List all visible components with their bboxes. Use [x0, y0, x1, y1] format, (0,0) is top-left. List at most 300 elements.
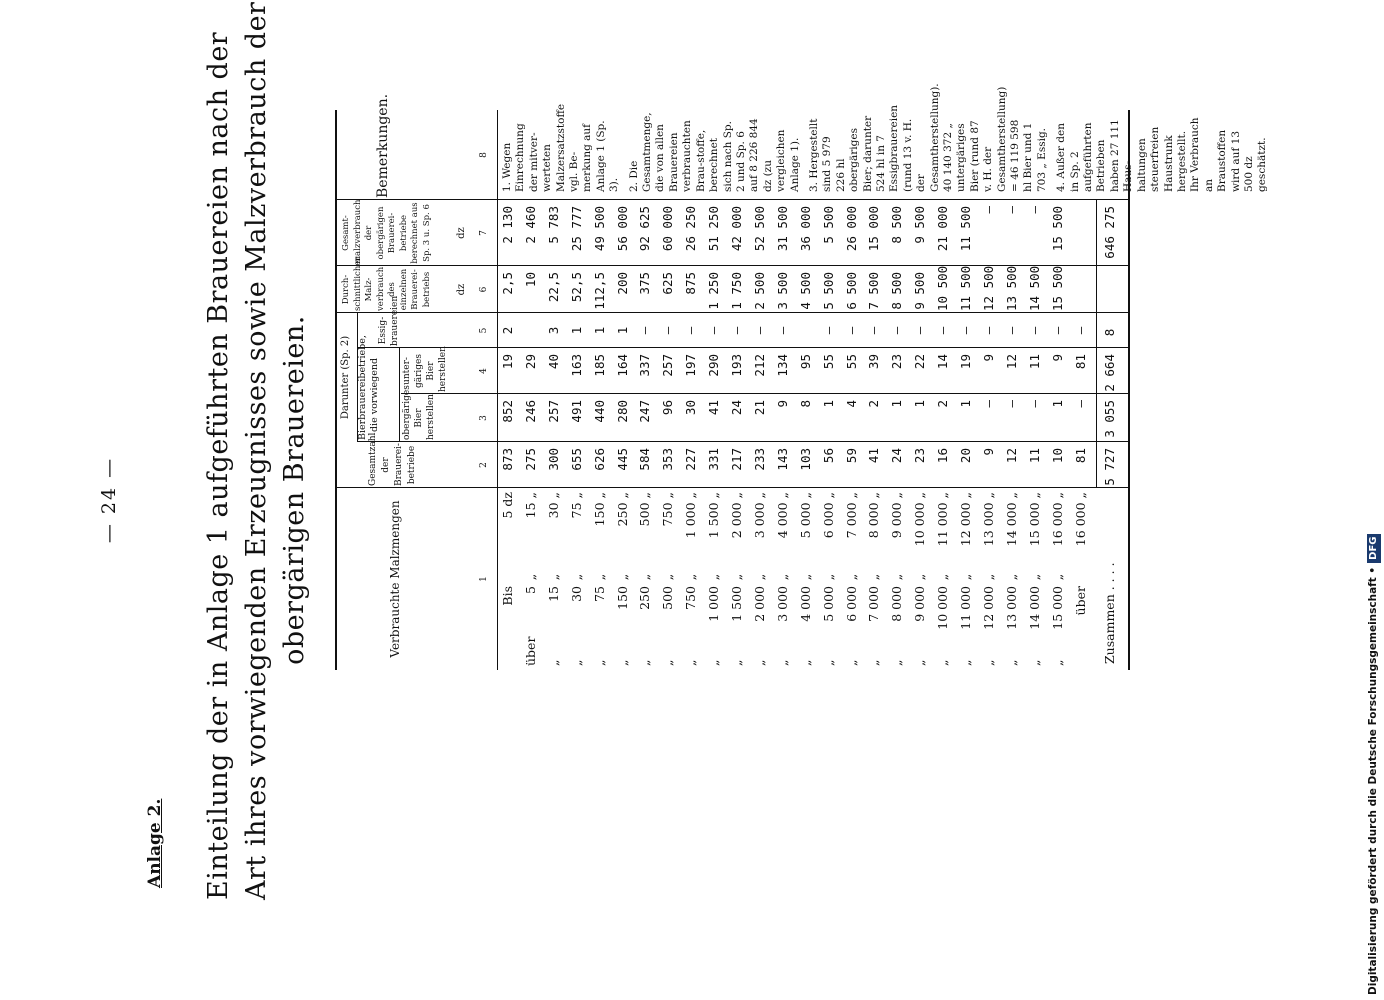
cell-c5: 1 — [568, 326, 584, 335]
row-range-c: 5 dz — [500, 492, 515, 519]
row-range-c: 750 „ — [660, 492, 676, 527]
row-range-a: 15 000 — [1049, 586, 1065, 630]
cell-c3: 280 — [614, 400, 630, 423]
row-range-c: 7 000 „ — [843, 492, 859, 539]
table-row — [932, 110, 955, 670]
title-line-2: Art ihres vorwiegenden Erzeugnisses sowie Malzverbrauch der — [241, 1, 272, 900]
total-obergaerig: 3 055 — [1102, 400, 1118, 438]
cell-c4: 290 — [706, 354, 722, 377]
cell-c7: — — [1026, 206, 1042, 214]
row-range-a: 1 000 — [706, 586, 722, 622]
cell-c5: — — [843, 326, 859, 335]
remark-4: 4. Außer den in Sp. 2 aufgeführten Betrieben haben 27 111 Haus-haltungen steuerfreien Haustrunk hergestellt. Ihr Verbrauch an Braustoffen wird auf 13 500 dz geschätzt. — [1055, 117, 1269, 192]
row-range-pre: „ — [912, 659, 928, 666]
cell-c3: 491 — [568, 400, 584, 423]
cell-c5: — — [774, 326, 790, 335]
header-obergaerig: obergäriges Bier herstellen — [402, 385, 436, 440]
cell-c2: 143 — [774, 448, 790, 471]
row-range-a: Bis — [500, 586, 515, 606]
table-row — [520, 110, 543, 670]
row-range-c: 8 000 „ — [866, 492, 882, 539]
cell-c4: 55 — [820, 354, 836, 370]
cell-c5: 3 — [545, 326, 561, 335]
cell-c2: 56 — [820, 448, 836, 464]
row-range — [795, 492, 818, 666]
cell-c5: — — [1003, 326, 1019, 335]
row-range-b: „ — [614, 573, 630, 581]
row-range — [978, 492, 1001, 666]
row-range-b: „ — [935, 573, 951, 581]
cell-c4: 134 — [774, 354, 790, 377]
cell-c6: 5 500 — [820, 272, 836, 310]
row-range-pre: „ — [774, 659, 790, 666]
cell-c2: 275 — [522, 448, 538, 471]
table-horizontal-rule — [1096, 200, 1097, 488]
cell-c6: 1 250 — [706, 272, 722, 310]
cell-c2: 10 — [1049, 448, 1065, 464]
header-gesamtzahl: Gesamtzahl der Brauerei-betriebe — [368, 432, 417, 486]
cell-c2: 16 — [935, 448, 951, 464]
row-range — [841, 492, 864, 666]
table-row — [657, 110, 680, 670]
cell-c4: 19 — [500, 354, 515, 370]
cell-c6 — [1070, 272, 1093, 311]
cell-c6: 11 500 — [958, 265, 973, 311]
row-range-c: 150 „ — [591, 492, 607, 527]
column-number-5: 5 — [479, 327, 489, 334]
column-number-4: 4 — [479, 368, 489, 374]
cell-c7: 49 500 — [591, 206, 607, 252]
cell-c7: 31 500 — [774, 206, 790, 252]
dfg-note-text: Digitalisierung gefördert durch die Deutsche Forschungsgemeinschaft • — [1367, 566, 1379, 995]
table-vertical-rule — [337, 487, 1128, 488]
cell-c4: 163 — [568, 354, 584, 377]
row-range-pre: „ — [889, 659, 905, 666]
cell-c7: 51 250 — [706, 206, 722, 252]
row-range-a: 75 — [591, 586, 607, 602]
cell-c6: 375 — [637, 272, 653, 295]
total-gesamtzahl: 5 727 — [1102, 448, 1118, 486]
table-row — [634, 110, 657, 670]
row-range-pre: „ — [614, 659, 630, 666]
row-range-a: 2 000 — [751, 586, 767, 622]
row-range — [657, 492, 680, 666]
row-range-a: 8 000 — [889, 586, 905, 622]
cell-c3: — — [980, 400, 996, 408]
cell-c6: 6 500 — [843, 272, 859, 310]
cell-c4: 22 — [912, 354, 928, 370]
title-line-3: obergärigen Brauereien. — [279, 315, 310, 665]
cell-c7: 2 460 — [522, 206, 538, 244]
row-range — [932, 492, 955, 666]
column-number-7: 7 — [479, 230, 489, 236]
row-range-b: „ — [774, 573, 790, 581]
cell-c7: 26 250 — [683, 206, 699, 252]
row-range-a: 10 000 — [935, 586, 951, 630]
row-range-b: „ — [912, 573, 928, 581]
header-essigbrauereien: Essig-brauereien — [378, 295, 400, 346]
title-line-1: Einteilung der in Anlage 1 aufgeführten Brauereien nach der — [203, 31, 234, 900]
table-vertical-rule — [337, 199, 1128, 200]
row-range-c: 500 „ — [637, 492, 653, 527]
cell-c2: 23 — [912, 448, 928, 464]
table-vertical-rule — [357, 347, 1128, 348]
row-range-a: 13 000 — [1003, 586, 1019, 630]
cell-c3: 440 — [591, 400, 607, 423]
remark-3: 3. Hergestellt sind 5 979 226 hl obergäriges Bier; darunter 524 hl in 7 Essigbrauereien (rund 13 v. H. der Gesamtherstellung). 40 140 372 „ untergäriges Bier (rund 87 v. H. der Gesamtherstellung) = 46 119 598 hl Bier und 1 703 „ Essig. — [807, 83, 1048, 192]
cell-c3: 2 — [866, 400, 882, 408]
table-row — [1001, 110, 1024, 670]
cell-c7: 36 000 — [797, 206, 813, 252]
cell-c5: — — [1049, 326, 1065, 335]
cell-c3: 24 — [729, 400, 744, 416]
cell-c6: 52,5 — [568, 272, 584, 303]
cell-c3: 247 — [637, 400, 653, 423]
cell-c6: 1 750 — [729, 272, 744, 310]
row-range-c: 3 000 „ — [751, 492, 767, 539]
table-row — [841, 110, 864, 670]
row-range-c: 16 000 „ — [1072, 492, 1088, 547]
row-range-c: 5 000 „ — [797, 492, 813, 539]
cell-c6: 3 500 — [774, 272, 790, 310]
cell-c5 — [520, 315, 543, 346]
row-range-a: 3 000 — [774, 586, 790, 622]
row-range — [703, 492, 726, 666]
cell-c5: — — [683, 326, 699, 335]
column-number-1: 1 — [479, 576, 489, 582]
row-range-c: 1 500 „ — [706, 492, 722, 539]
row-range-pre: „ — [843, 659, 859, 666]
row-range-pre: „ — [958, 659, 973, 666]
row-range-b: „ — [591, 573, 607, 581]
row-range-c: 6 000 „ — [820, 492, 836, 539]
cell-c5: — — [935, 326, 951, 335]
cell-c2: 24 — [889, 448, 905, 464]
dfg-sidebar — [1362, 5, 1384, 995]
header-gesamtmalz: Gesamt-malzverbrauch der obergärigen Brauerei-betriebe berechnet aus Sp. 3 u. Sp. 6 — [341, 199, 432, 264]
row-range-a: über — [1072, 586, 1088, 616]
cell-c3: 246 — [522, 400, 538, 423]
row-range-b: „ — [866, 573, 882, 581]
cell-c7: 56 000 — [614, 206, 630, 252]
row-range-a: 1 500 — [729, 586, 744, 622]
table-row — [543, 110, 566, 670]
row-range-pre: „ — [729, 659, 744, 666]
cell-c5: — — [820, 326, 836, 335]
row-range-b: „ — [637, 573, 653, 581]
table-row — [749, 110, 772, 670]
row-range-a: 5 — [522, 586, 538, 594]
cell-c5: — — [889, 326, 905, 335]
row-range-pre: „ — [660, 659, 676, 666]
cell-c4: 39 — [866, 354, 882, 370]
row-range-pre: „ — [637, 659, 653, 666]
cell-c5: — — [980, 326, 996, 335]
row-range-b: „ — [797, 573, 813, 581]
cell-c7: 9 500 — [912, 206, 928, 244]
header-darunter: Darunter (Sp. 2) — [340, 335, 351, 420]
row-range-a: 6 000 — [843, 586, 859, 622]
row-range — [543, 492, 566, 666]
cell-c2: 233 — [751, 448, 767, 471]
cell-c4: 9 — [1049, 354, 1065, 362]
cell-c2: 227 — [683, 448, 699, 471]
row-range-c: 13 000 „ — [980, 492, 996, 547]
column-number-6: 6 — [479, 286, 489, 293]
row-range-b: „ — [843, 573, 859, 581]
cell-c2: 353 — [660, 448, 676, 471]
header-untergaerig: unter-gäriges Bier herstellen — [402, 346, 448, 392]
table-row — [1047, 110, 1070, 670]
cell-c4: 164 — [614, 354, 630, 377]
table-row — [818, 110, 841, 670]
table-row — [589, 110, 612, 670]
row-range-pre: „ — [866, 659, 882, 666]
table-row — [726, 110, 749, 670]
table-horizontal-rule — [399, 348, 400, 442]
row-range-b: „ — [683, 573, 699, 581]
remark-2: 2. Die Gesamtmenge, die von allen Brauereien verbrauchten Brau-stoffe, berechnet sich nach Sp. 2 und Sp. 6 auf 8 226 844 dz (zu vergleichen Anlage 1). — [627, 112, 801, 192]
cell-c6: 22,5 — [545, 272, 561, 303]
cell-c6: 14 500 — [1026, 265, 1042, 311]
row-range-pre: „ — [1003, 659, 1019, 666]
cell-c4: 14 — [935, 354, 951, 370]
cell-c5: — — [637, 326, 653, 335]
row-range — [909, 492, 932, 666]
cell-c7: 2 130 — [500, 206, 515, 244]
row-range-a: 7 000 — [866, 586, 882, 622]
cell-c6: 4 500 — [797, 272, 813, 310]
row-range-pre: „ — [568, 659, 584, 666]
cell-c5: — — [1072, 326, 1088, 335]
cell-c4: 12 — [1003, 354, 1019, 370]
table-row — [886, 110, 909, 670]
row-range-pre: „ — [591, 659, 607, 666]
cell-c3: — — [1026, 400, 1042, 408]
cell-c6: 2,5 — [500, 272, 515, 295]
row-range-c: 11 000 „ — [935, 492, 951, 547]
row-range-b: „ — [751, 573, 767, 581]
row-range — [589, 492, 612, 666]
table-row — [680, 110, 703, 670]
cell-c7: 26 000 — [843, 206, 859, 252]
cell-c2: 103 — [797, 448, 813, 471]
cell-c5 — [795, 315, 818, 346]
row-range-pre: „ — [1049, 659, 1065, 666]
row-range — [749, 492, 772, 666]
header-bemerkungen: Bemerkungen. — [375, 93, 391, 198]
row-range-a: 9 000 — [912, 586, 928, 622]
row-range-c: 15 000 „ — [1026, 492, 1042, 547]
table-row — [703, 110, 726, 670]
cell-c3: 8 — [797, 400, 813, 408]
table-row — [955, 110, 978, 670]
row-range-b: „ — [889, 573, 905, 581]
table-row — [978, 110, 1001, 670]
header-gesamtmalz-unit: dz — [456, 227, 467, 239]
cell-c5: — — [660, 326, 676, 335]
cell-c2: 873 — [500, 448, 515, 471]
cell-c4: 212 — [751, 354, 767, 377]
cell-c2: 626 — [591, 448, 607, 471]
row-range — [886, 492, 909, 666]
cell-c7: 8 500 — [889, 206, 905, 244]
row-range-a: 14 000 — [1026, 586, 1042, 630]
cell-c6: 9 500 — [912, 272, 928, 310]
dfg-note — [1362, 5, 1384, 995]
row-range — [863, 492, 886, 666]
table-row — [772, 110, 795, 670]
cell-c4: 40 — [545, 354, 561, 370]
row-range-b: „ — [545, 573, 561, 581]
cell-c6: 625 — [660, 272, 676, 295]
cell-c2: 59 — [843, 448, 859, 464]
cell-c2: 445 — [614, 448, 630, 471]
cell-c3: 96 — [660, 400, 676, 416]
row-range-b: „ — [820, 573, 836, 581]
cell-c6: 2 500 — [751, 272, 767, 310]
row-range-a: 250 — [637, 586, 653, 610]
total-untergaerig: 2 664 — [1102, 354, 1118, 392]
row-range-c: 16 000 „ — [1049, 492, 1065, 547]
cell-c7: 60 000 — [660, 206, 676, 252]
cell-c5: 1 — [614, 326, 630, 335]
row-range-a: 12 000 — [980, 586, 996, 630]
header-malzmengen: Verbrauchte Malzmengen — [388, 500, 402, 658]
row-range — [520, 492, 543, 666]
row-range-pre: „ — [980, 659, 996, 666]
cell-c3: 1 — [1049, 400, 1065, 408]
total-essig: 8 — [1102, 328, 1118, 337]
cell-c4: 19 — [958, 354, 973, 370]
table-horizontal-rule — [497, 110, 498, 670]
table-vertical-rule — [401, 393, 1128, 394]
row-range-c: 12 000 „ — [958, 492, 973, 547]
row-range-pre: „ — [683, 659, 699, 666]
cell-c6: 15 500 — [1049, 265, 1065, 311]
row-range-b: „ — [1026, 573, 1042, 581]
cell-c5: — — [866, 326, 882, 335]
table-row — [1070, 110, 1093, 670]
cell-c5: — — [751, 326, 767, 335]
cell-c4: 193 — [729, 354, 744, 377]
row-range-c: 9 000 „ — [889, 492, 905, 539]
row-range — [680, 492, 703, 666]
cell-c5: — — [958, 326, 973, 335]
row-range-b: „ — [660, 573, 676, 581]
cell-c6: 12 500 — [980, 265, 996, 311]
cell-c3: 21 — [751, 400, 767, 416]
column-number-3: 3 — [479, 415, 489, 421]
cell-c2: 655 — [568, 448, 584, 471]
cell-c2: 41 — [866, 448, 882, 464]
row-range-c: 15 „ — [522, 492, 538, 519]
row-range-b: „ — [729, 573, 744, 581]
table-row — [909, 110, 932, 670]
row-range — [772, 492, 795, 666]
cell-c4: 29 — [522, 354, 538, 370]
cell-c4: 11 — [1026, 354, 1042, 370]
row-range-pre: „ — [820, 659, 836, 666]
table-row — [1024, 110, 1047, 670]
table-row — [566, 110, 589, 670]
cell-c6: 7 500 — [866, 272, 882, 310]
row-range — [566, 492, 589, 666]
cell-c7: 92 625 — [637, 206, 653, 252]
row-range-pre: „ — [706, 659, 722, 666]
page-number: — 24 — — [98, 456, 120, 544]
cell-c3: 1 — [958, 400, 973, 408]
row-range-b: „ — [958, 573, 973, 581]
row-range-c: 75 „ — [568, 492, 584, 519]
appendix-label: Anlage 2. — [145, 798, 165, 888]
row-range-c: 4 000 „ — [774, 492, 790, 539]
cell-c7: 15 000 — [866, 206, 882, 252]
table-row — [497, 110, 520, 670]
remarks-column — [501, 83, 1269, 192]
row-range — [1001, 492, 1024, 666]
cell-c4: 197 — [683, 354, 699, 377]
row-range-pre: „ — [751, 659, 767, 666]
cell-c4: 257 — [660, 354, 676, 377]
row-range-a: 4 000 — [797, 586, 813, 622]
row-range-c: 250 „ — [614, 492, 630, 527]
cell-c7: — — [980, 206, 996, 214]
cell-c4: 95 — [797, 354, 813, 370]
cell-c3: 1 — [912, 400, 928, 408]
remark-1: 1. Wegen Einrechnung der mitver-werteten Malzersatzstoffe vgl. Be-merkung auf Anlage 1 (Sp. 3). — [501, 103, 621, 192]
table-vertical-rule — [337, 312, 1128, 313]
total-gesamtmalz: 646 275 — [1102, 206, 1118, 259]
cell-c6: 875 — [683, 272, 699, 295]
cell-c6: 8 500 — [889, 272, 905, 310]
cell-c3: 1 — [820, 400, 836, 408]
cell-c7 — [1070, 206, 1093, 264]
cell-c6: 13 500 — [1003, 265, 1019, 311]
cell-c7: 25 777 — [568, 206, 584, 252]
cell-c3: 9 — [774, 400, 790, 408]
row-range-pre: „ — [545, 659, 561, 666]
row-range-a: 30 — [568, 586, 584, 602]
cell-c6: 10 500 — [935, 265, 951, 311]
cell-c4: 81 — [1072, 354, 1088, 370]
row-range-a: 11 000 — [958, 586, 973, 630]
cell-c3: 2 — [935, 400, 951, 408]
table-row — [612, 110, 635, 670]
row-range-a: 150 — [614, 586, 630, 610]
row-range-b: „ — [1049, 573, 1065, 581]
cell-c7: 21 000 — [935, 206, 951, 252]
row-range-pre: „ — [1026, 659, 1042, 666]
row-range — [612, 492, 635, 666]
cell-c5: — — [912, 326, 928, 335]
cell-c3: 30 — [683, 400, 699, 416]
cell-c2: 217 — [729, 448, 744, 471]
cell-c3: 41 — [706, 400, 722, 416]
cell-c5: — — [729, 326, 744, 335]
cell-c7: 52 500 — [751, 206, 767, 252]
row-range-a: 500 — [660, 586, 676, 610]
row-range-c: 10 000 „ — [912, 492, 928, 547]
row-range — [1070, 492, 1093, 666]
row-range-pre: über — [522, 636, 538, 666]
cell-c6: 200 — [614, 272, 630, 295]
cell-c7: 11 500 — [958, 206, 973, 252]
row-range-b: „ — [522, 573, 538, 581]
cell-c2: 11 — [1026, 448, 1042, 464]
cell-c3: — — [1003, 400, 1019, 408]
cell-c5: 2 — [500, 326, 515, 335]
